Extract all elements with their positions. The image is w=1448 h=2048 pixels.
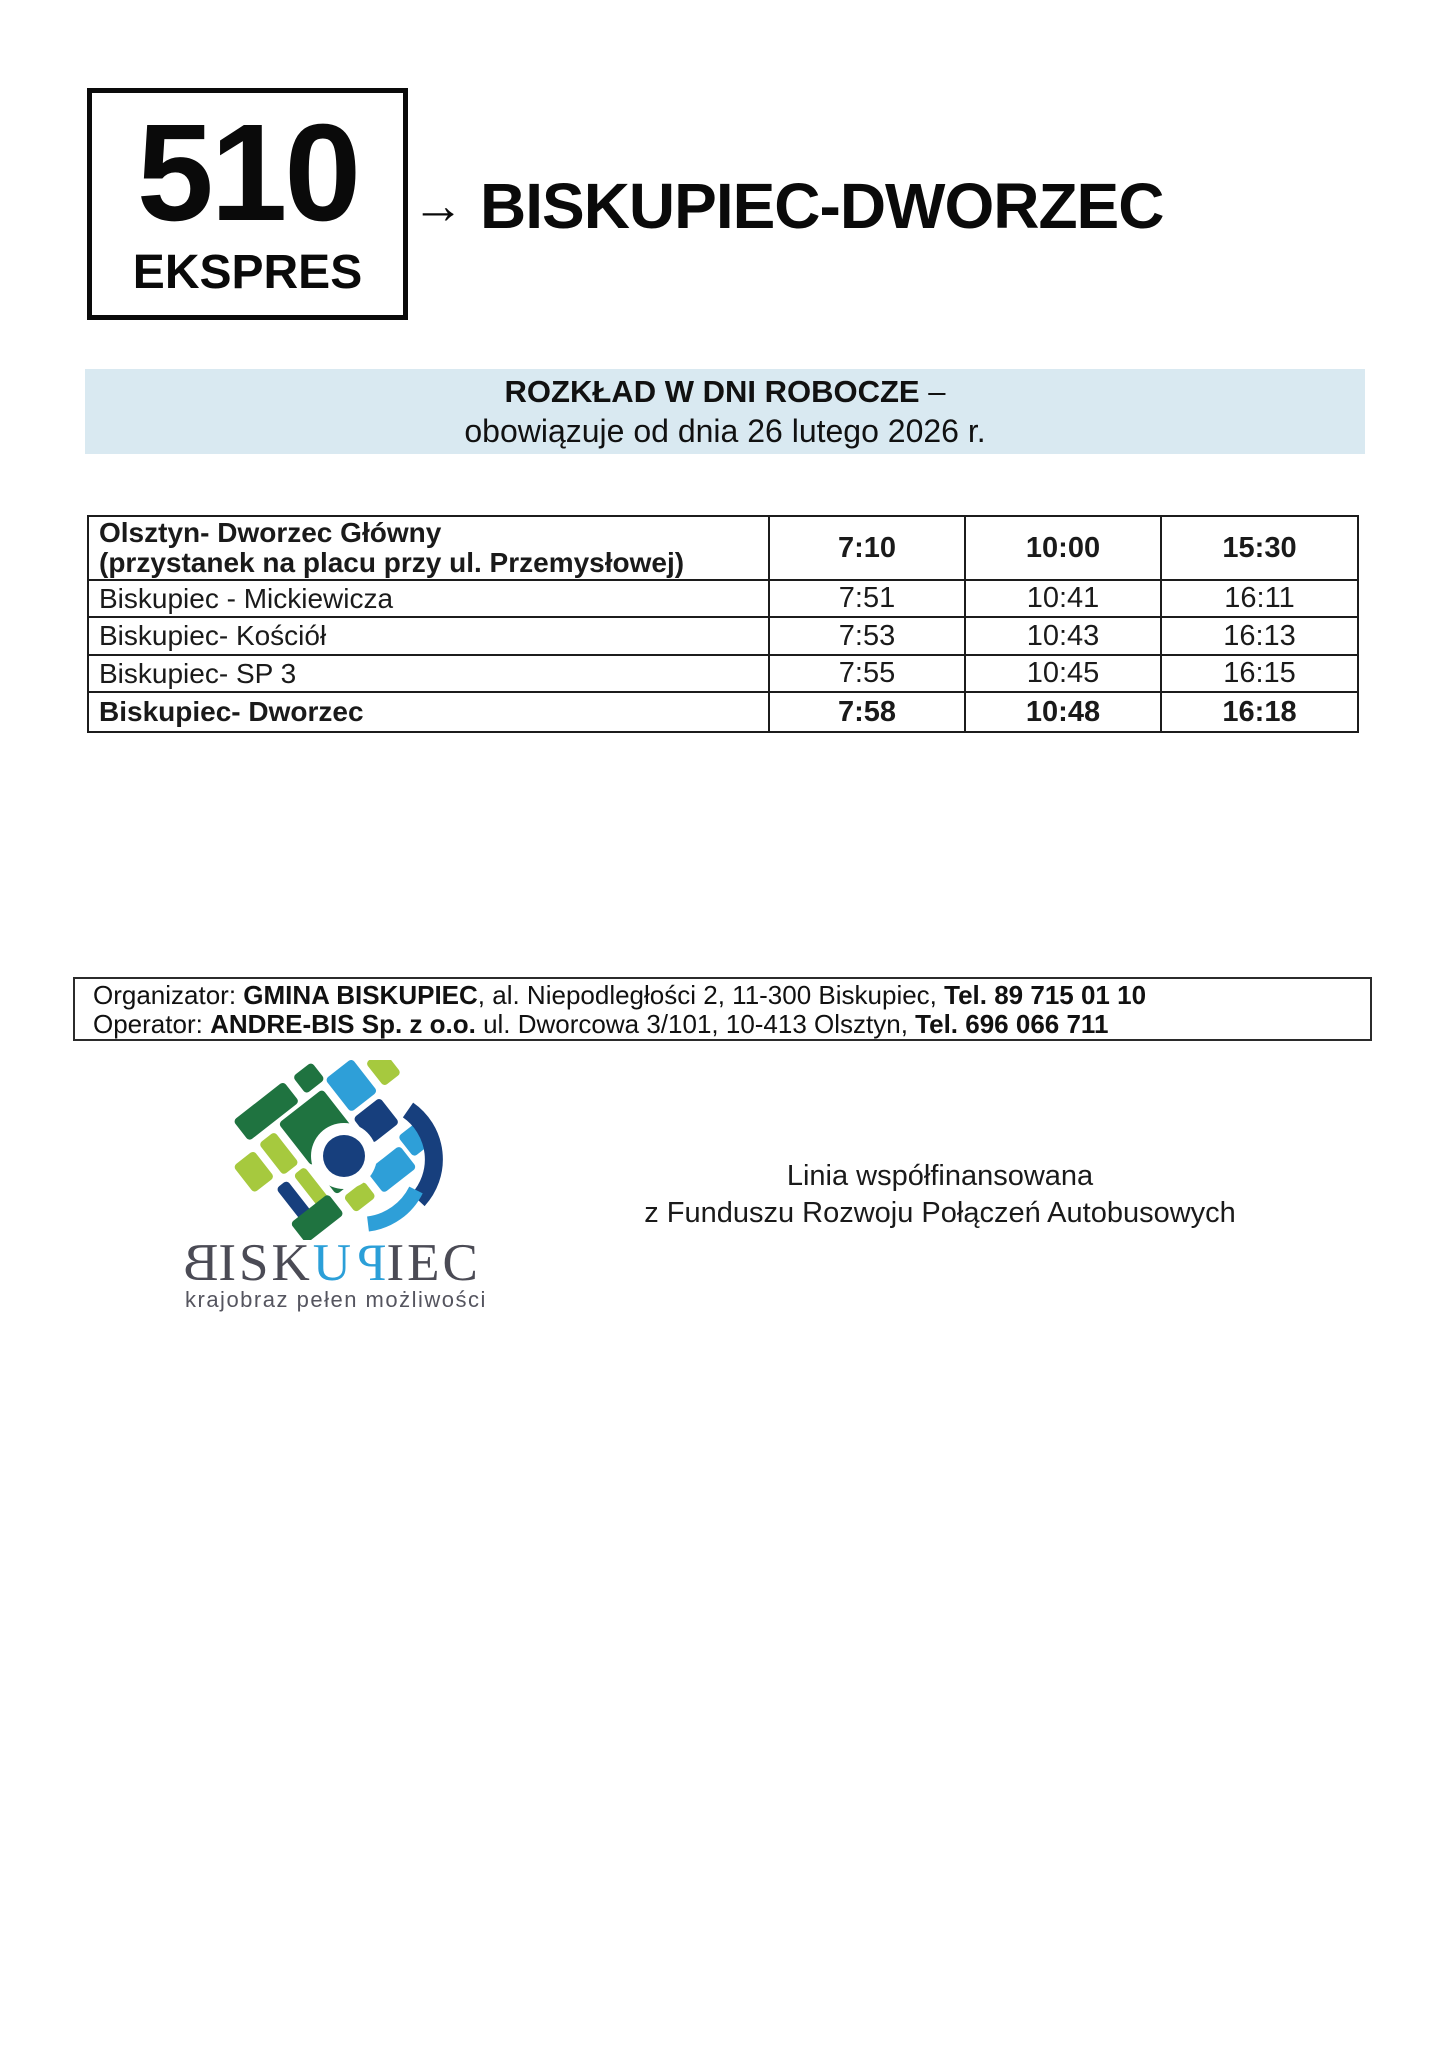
stop-cell: Biskupiec- Dworzec bbox=[88, 692, 769, 732]
time-cell: 10:45 bbox=[965, 655, 1161, 692]
time-cell: 16:15 bbox=[1161, 655, 1358, 692]
wordmark-letter-p: P bbox=[354, 1234, 387, 1292]
operator-name: ANDRE-BIS Sp. z o.o. bbox=[210, 1009, 476, 1039]
time-cell: 7:58 bbox=[769, 692, 965, 732]
banner-title-dash: – bbox=[919, 374, 946, 409]
contact-box bbox=[73, 977, 1372, 1041]
schedule-banner bbox=[85, 369, 1365, 454]
time-cell: 15:30 bbox=[1161, 516, 1358, 580]
stop-cell bbox=[88, 516, 769, 580]
table-row bbox=[88, 617, 1358, 655]
arrow-right-icon: → bbox=[412, 177, 464, 235]
biskupiec-emblem-icon bbox=[220, 1060, 444, 1240]
route-destination: BISKUPIEC-DWORZEC bbox=[480, 170, 1164, 242]
route-type-label: EKSPRES bbox=[132, 246, 363, 299]
cofinance-line2: z Funduszu Rozwoju Połączeń Autobusowych bbox=[644, 1197, 1236, 1229]
operator-line bbox=[93, 1010, 1352, 1039]
timetable bbox=[87, 515, 1359, 733]
time-cell: 16:11 bbox=[1161, 580, 1358, 617]
wordmark-letter-b: B bbox=[180, 1234, 219, 1292]
banner-title: ROZKŁAD W DNI ROBOCZE bbox=[504, 374, 920, 409]
route-title-row bbox=[412, 158, 1163, 254]
table-row bbox=[88, 655, 1358, 692]
time-cell: 7:51 bbox=[769, 580, 965, 617]
table-row bbox=[88, 692, 1358, 732]
stop-name-detail: (przystanek na placu przy ul. Przemysłowej) bbox=[99, 547, 685, 578]
time-cell: 16:18 bbox=[1161, 692, 1358, 732]
organizer-name: GMINA BISKUPIEC bbox=[243, 980, 478, 1010]
time-cell: 10:00 bbox=[965, 516, 1161, 580]
cofinance-line1: Linia współfinansowana bbox=[786, 1160, 1094, 1192]
stop-cell: Biskupiec- Kościół bbox=[88, 617, 769, 655]
organizer-label: Organizator: bbox=[93, 980, 244, 1010]
route-number-box bbox=[87, 88, 408, 320]
banner-subtitle: obowiązuje od dnia 26 lutego 2026 r. bbox=[464, 413, 986, 449]
biskupiec-wordmark bbox=[180, 1236, 481, 1290]
organizer-line bbox=[93, 981, 1352, 1010]
stop-cell: Biskupiec - Mickiewicza bbox=[88, 580, 769, 617]
organizer-phone: Tel. 89 715 01 10 bbox=[944, 980, 1147, 1010]
wordmark-iec: IEC bbox=[386, 1234, 481, 1292]
time-cell: 7:10 bbox=[769, 516, 965, 580]
organizer-address: , al. Niepodległości 2, 11-300 Biskupiec, bbox=[477, 980, 945, 1010]
cofinance-note bbox=[560, 1158, 1320, 1232]
stop-cell: Biskupiec- SP 3 bbox=[88, 655, 769, 692]
table-row bbox=[88, 516, 1358, 580]
operator-address: ul. Dworcowa 3/101, 10-413 Olsztyn, bbox=[475, 1009, 916, 1039]
time-cell: 10:41 bbox=[965, 580, 1161, 617]
banner-title-line bbox=[85, 372, 1365, 412]
time-cell: 16:13 bbox=[1161, 617, 1358, 655]
time-cell: 7:55 bbox=[769, 655, 965, 692]
stop-name: Olsztyn- Dworzec Główny bbox=[99, 517, 442, 548]
time-cell: 7:53 bbox=[769, 617, 965, 655]
operator-phone: Tel. 696 066 711 bbox=[915, 1009, 1109, 1039]
logo-tagline: krajobraz pełen możliwości bbox=[185, 1287, 487, 1312]
operator-label: Operator: bbox=[93, 1009, 211, 1039]
time-cell: 10:48 bbox=[965, 692, 1161, 732]
table-row bbox=[88, 580, 1358, 617]
route-number: 510 bbox=[136, 96, 359, 250]
wordmark-isk: ISK bbox=[218, 1234, 313, 1292]
wordmark-letter-u: U bbox=[312, 1234, 355, 1292]
time-cell: 10:43 bbox=[965, 617, 1161, 655]
